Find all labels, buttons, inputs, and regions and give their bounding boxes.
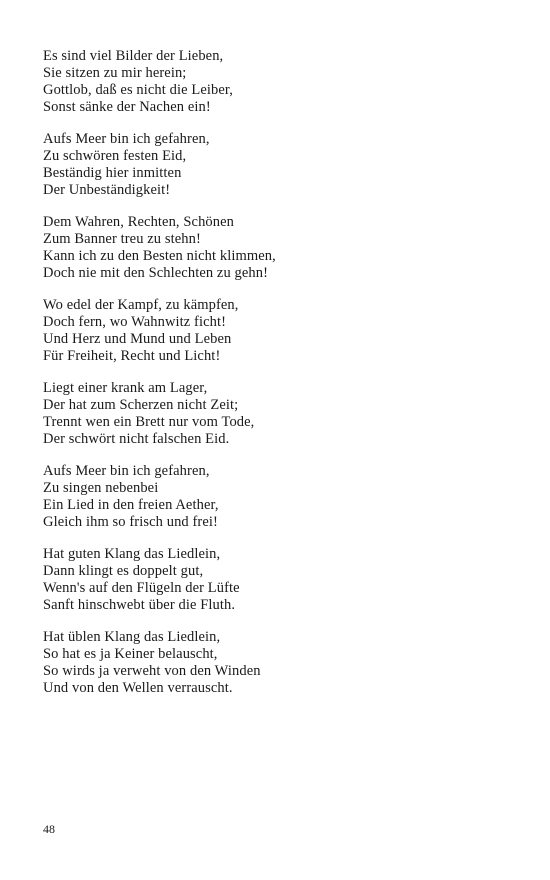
- verse-line: Der schwört nicht falschen Eid.: [43, 431, 230, 447]
- stanza-3: [43, 214, 513, 282]
- verse-line: Aufs Meer bin ich gefahren,: [43, 463, 210, 479]
- verse-line: Es sind viel Bilder der Lieben,: [43, 48, 224, 64]
- verse-line: Der hat zum Scherzen nicht Zeit;: [43, 397, 239, 413]
- stanza-4: [43, 297, 513, 365]
- verse-line: Sie sitzen zu mir herein;: [43, 65, 187, 81]
- stanza-6: [43, 463, 513, 531]
- stanza-2: [43, 131, 513, 199]
- poem-body: [43, 48, 513, 712]
- verse-line: Der Unbeständigkeit!: [43, 182, 171, 198]
- verse-line: So hat es ja Keiner belauscht,: [43, 646, 218, 662]
- verse-line: Doch nie mit den Schlechten zu gehn!: [43, 265, 269, 281]
- verse-line: Liegt einer krank am Lager,: [43, 380, 208, 396]
- verse-line: Hat guten Klang das Liedlein,: [43, 546, 221, 562]
- verse-line: Wenn's auf den Flügeln der Lüfte: [43, 580, 240, 596]
- verse-line: Kann ich zu den Besten nicht klimmen,: [43, 248, 276, 264]
- stanza-5: [43, 380, 513, 448]
- verse-line: Und von den Wellen verrauscht.: [43, 680, 233, 696]
- verse-line: Wo edel der Kampf, zu kämpfen,: [43, 297, 239, 313]
- page-number: 48: [43, 822, 55, 836]
- verse-line: Dem Wahren, Rechten, Schönen: [43, 214, 235, 230]
- verse-line: Sanft hinschwebt über die Fluth.: [43, 597, 236, 613]
- verse-line: Gottlob, daß es nicht die Leiber,: [43, 82, 233, 98]
- stanza-8: [43, 629, 513, 697]
- verse-line: Trennt wen ein Brett nur vom Tode,: [43, 414, 255, 430]
- verse-line: So wirds ja verweht von den Winden: [43, 663, 261, 679]
- verse-line: Beständig hier inmitten: [43, 165, 182, 181]
- verse-line: Ein Lied in den freien Aether,: [43, 497, 219, 513]
- verse-line: Dann klingt es doppelt gut,: [43, 563, 204, 579]
- verse-line: Und Herz und Mund und Leben: [43, 331, 232, 347]
- verse-line: Zu singen nebenbei: [43, 480, 159, 496]
- verse-line: Für Freiheit, Recht und Licht!: [43, 348, 221, 364]
- verse-line: Hat üblen Klang das Liedlein,: [43, 629, 221, 645]
- stanza-1: [43, 48, 513, 116]
- verse-line: Zu schwören festen Eid,: [43, 148, 187, 164]
- verse-line: Zum Banner treu zu stehn!: [43, 231, 201, 247]
- verse-line: Doch fern, wo Wahnwitz ficht!: [43, 314, 227, 330]
- verse-line: Aufs Meer bin ich gefahren,: [43, 131, 210, 147]
- verse-line: Gleich ihm so frisch und frei!: [43, 514, 218, 530]
- stanza-7: [43, 546, 513, 614]
- verse-line: Sonst sänke der Nachen ein!: [43, 99, 211, 115]
